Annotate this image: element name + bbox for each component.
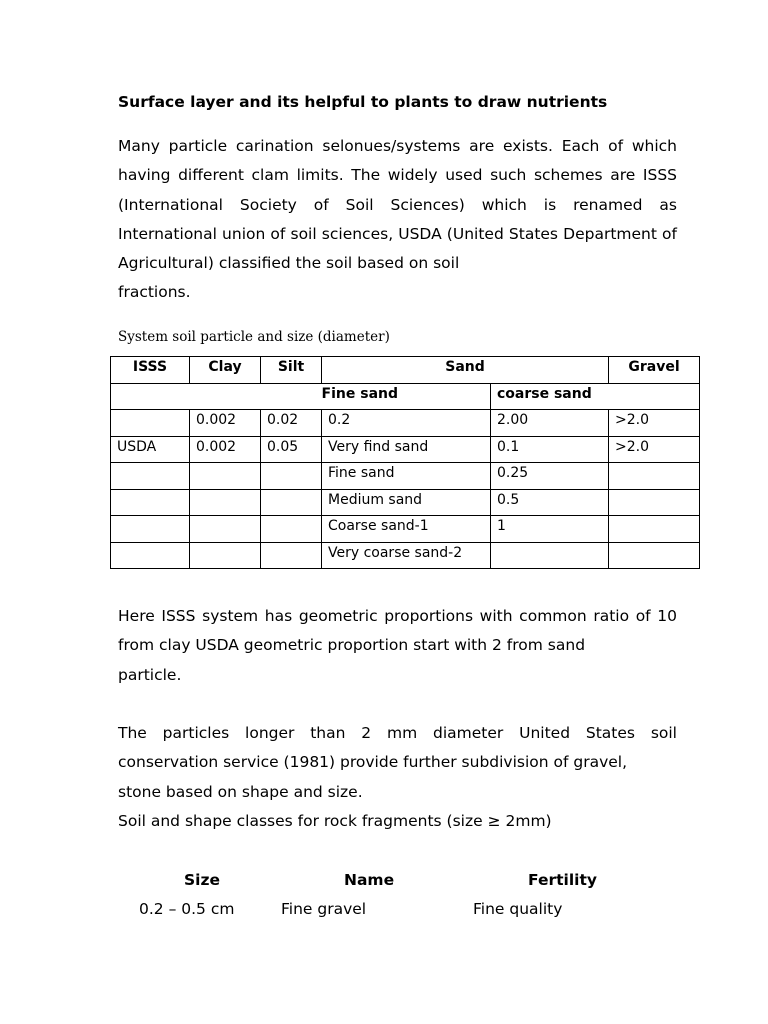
table-cell <box>111 542 190 569</box>
intro-paragraph-body: Many particle carination selonues/systems are exists. Each of which having different clam limits. The widely used such schemes are ISSS (International Society of Soil Sciences) which is renamed as International union of soil sciences, USDA (United States Department of Agricultural) classified the soil based on soil <box>118 137 677 273</box>
rock-value-fertility: Fine quality <box>473 900 563 918</box>
table-cell <box>609 489 700 516</box>
table-row <box>111 516 700 543</box>
table-cell: 0.5 <box>491 489 609 516</box>
table-caption: System soil particle and size (diameter) <box>118 329 390 345</box>
table-cell: 0.2 <box>322 410 491 437</box>
table-cell: 0.05 <box>261 436 322 463</box>
rock-header-fertility: Fertility <box>528 871 597 889</box>
table-cell: USDA <box>111 436 190 463</box>
table-subheader-row <box>111 383 700 410</box>
table-cell <box>609 463 700 490</box>
table-cell <box>111 410 190 437</box>
table-cell: 0.002 <box>190 436 261 463</box>
table-cell <box>609 542 700 569</box>
table-cell: Very coarse sand-2 <box>322 542 491 569</box>
subheader-coarse-sand: coarse sand <box>491 383 700 410</box>
header-gravel: Gravel <box>609 357 700 384</box>
rock-value-name: Fine gravel <box>281 900 367 918</box>
table-cell <box>111 489 190 516</box>
table-cell <box>491 542 609 569</box>
soil-particle-table <box>110 356 700 569</box>
table-cell: Fine sand <box>322 463 491 490</box>
rock-header-size: Size <box>184 871 221 889</box>
table-row <box>111 436 700 463</box>
table-cell <box>190 463 261 490</box>
isss-paragraph <box>118 602 677 690</box>
table-row <box>111 489 700 516</box>
gravel-paragraph <box>118 719 677 807</box>
rock-value-size: 0.2 – 0.5 cm <box>139 900 235 918</box>
table-cell: 2.00 <box>491 410 609 437</box>
table-cell <box>190 542 261 569</box>
rock-fragments-caption: Soil and shape classes for rock fragments (size ≥ 2mm) <box>118 812 552 830</box>
table-cell <box>261 489 322 516</box>
intro-paragraph <box>118 132 677 308</box>
table-row <box>111 463 700 490</box>
rock-header-name: Name <box>344 871 395 889</box>
gravel-paragraph-body: The particles longer than 2 mm diameter United States soil conservation service (1981) provide further subdivision of gravel, <box>118 724 677 772</box>
subheader-fine-sand: Fine sand <box>111 383 491 410</box>
table-cell: 1 <box>491 516 609 543</box>
table-cell: 0.02 <box>261 410 322 437</box>
header-isss: ISSS <box>111 357 190 384</box>
document-title: Surface layer and its helpful to plants to draw nutrients <box>118 93 608 111</box>
table-cell <box>111 516 190 543</box>
header-clay: Clay <box>190 357 261 384</box>
table-row <box>111 410 700 437</box>
table-cell <box>190 489 261 516</box>
table-cell: 0.25 <box>491 463 609 490</box>
table-cell: Medium sand <box>322 489 491 516</box>
header-sand: Sand <box>322 357 609 384</box>
table-cell: >2.0 <box>609 436 700 463</box>
table-cell: >2.0 <box>609 410 700 437</box>
table-cell <box>261 463 322 490</box>
table-cell <box>609 516 700 543</box>
isss-paragraph-last-line: particle. <box>118 665 182 684</box>
table-cell <box>261 516 322 543</box>
table-row <box>111 542 700 569</box>
header-silt: Silt <box>261 357 322 384</box>
table-cell <box>111 463 190 490</box>
table-cell: 0.1 <box>491 436 609 463</box>
intro-paragraph-last-line: fractions. <box>118 283 191 302</box>
table-header-row <box>111 357 700 384</box>
table-cell: 0.002 <box>190 410 261 437</box>
table-cell: Very find sand <box>322 436 491 463</box>
isss-paragraph-body: Here ISSS system has geometric proportions with common ratio of 10 from clay USDA geometric proportion start with 2 from sand <box>118 607 677 655</box>
table-cell <box>261 542 322 569</box>
table-cell <box>190 516 261 543</box>
gravel-paragraph-last-line: stone based on shape and size. <box>118 782 363 801</box>
table-cell: Coarse sand-1 <box>322 516 491 543</box>
